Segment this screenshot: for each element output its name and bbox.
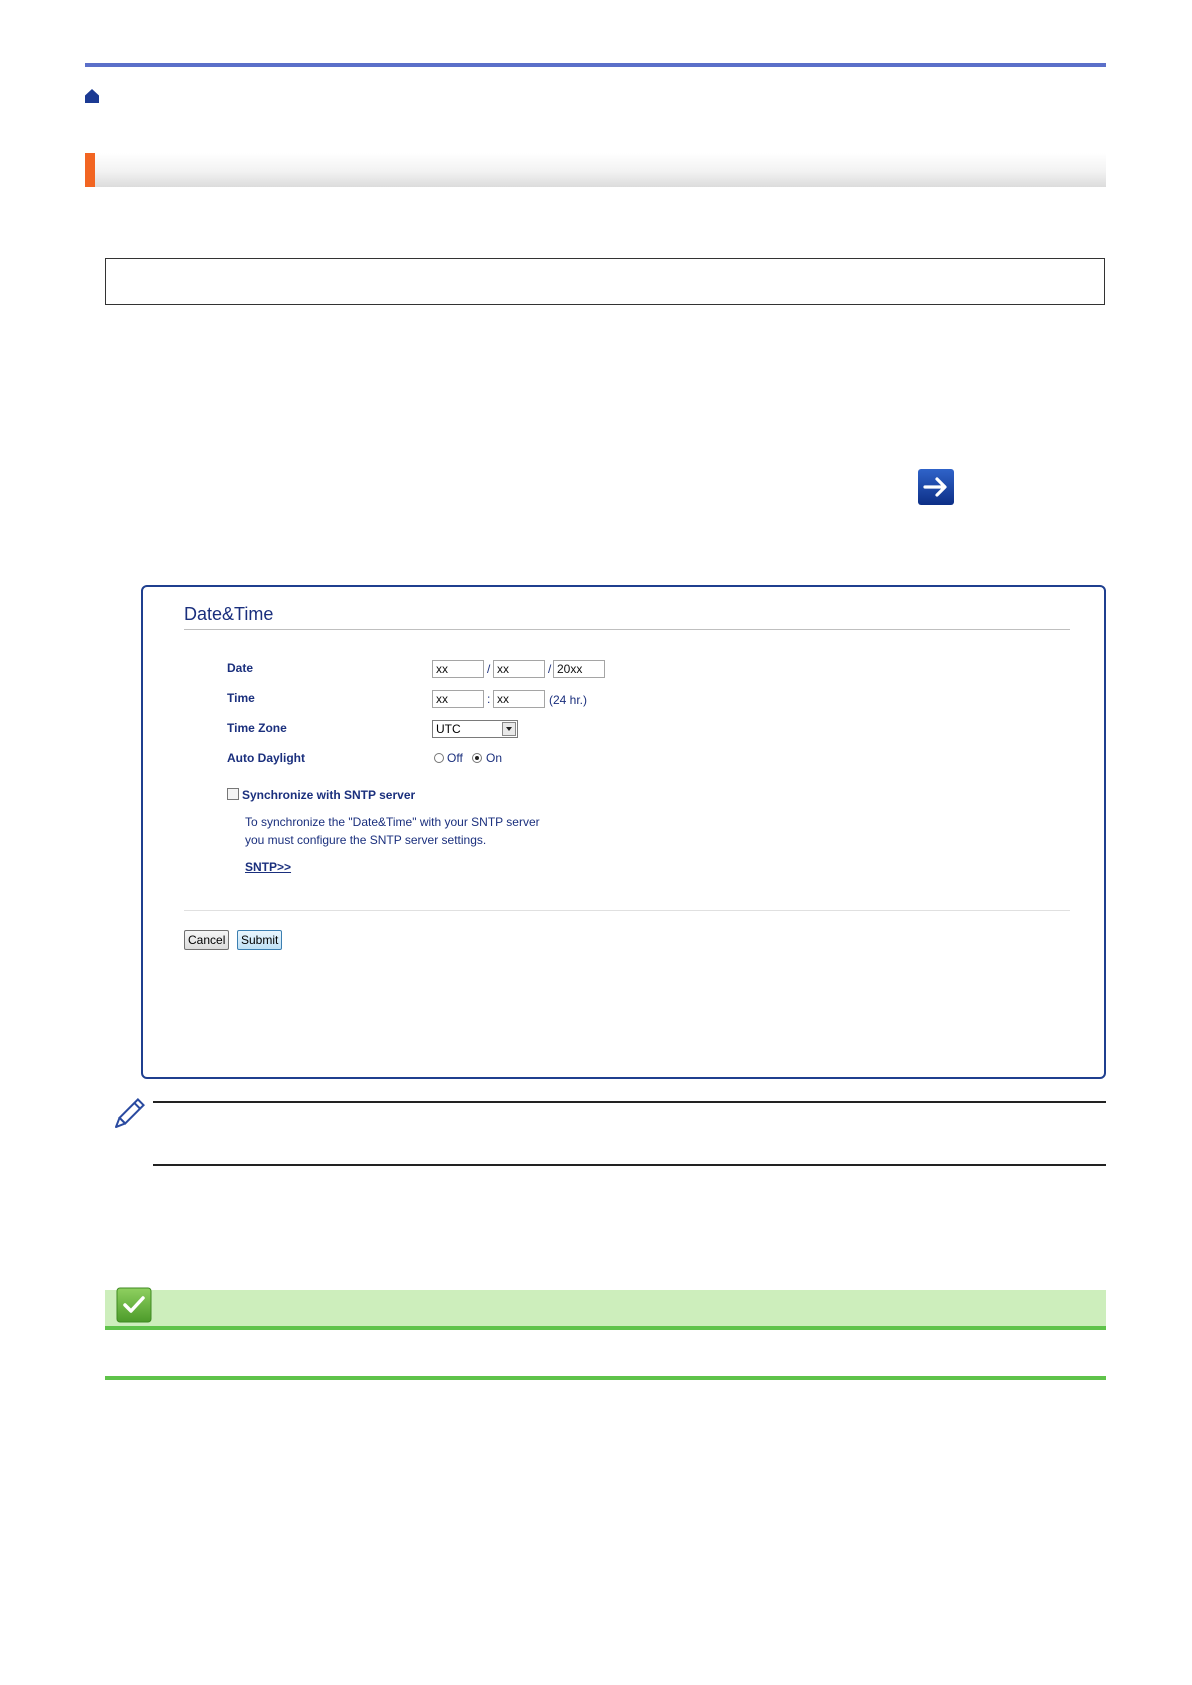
- auto-daylight-off-radio[interactable]: [434, 753, 444, 763]
- timezone-selected-value: UTC: [436, 722, 461, 736]
- date-year-input[interactable]: 20xx: [553, 660, 605, 678]
- related-information-bottom-rule: [105, 1376, 1106, 1380]
- note-top-rule: [153, 1101, 1106, 1103]
- auto-daylight-on-radio[interactable]: [472, 753, 482, 763]
- timezone-label: Time Zone: [227, 721, 287, 735]
- time-minute-input[interactable]: xx: [493, 690, 545, 708]
- sntp-help-line1: To synchronize the "Date&Time" with your SNTP server: [245, 815, 540, 829]
- related-information-rule: [105, 1326, 1106, 1330]
- date-separator: /: [487, 662, 491, 676]
- panel-title-divider: [184, 629, 1070, 630]
- checkmark-icon: [116, 1287, 152, 1323]
- time-separator: :: [487, 692, 491, 706]
- home-icon[interactable]: [84, 88, 100, 104]
- sntp-help-line2: you must configure the SNTP server settings.: [245, 833, 487, 847]
- boxed-note: [105, 258, 1105, 305]
- section-header-bar: [85, 153, 1106, 187]
- section-header-accent: [85, 153, 95, 187]
- related-information-bar: [105, 1290, 1106, 1326]
- sntp-settings-link[interactable]: SNTP>>: [245, 860, 292, 874]
- date-time-panel: [141, 585, 1106, 1079]
- pencil-icon: [108, 1095, 148, 1135]
- time-label: Time: [227, 691, 255, 705]
- submit-button[interactable]: Submit: [237, 930, 282, 950]
- chevron-down-icon[interactable]: [502, 722, 516, 736]
- time-hour-input[interactable]: xx: [432, 690, 484, 708]
- auto-daylight-label: Auto Daylight: [227, 751, 305, 765]
- panel-title: Date&Time: [184, 604, 274, 624]
- time-format-note: (24 hr.): [549, 693, 588, 707]
- date-day-input[interactable]: xx: [493, 660, 545, 678]
- panel-bottom-divider: [184, 910, 1070, 911]
- top-rule: [85, 63, 1106, 67]
- arrow-right-icon: [918, 469, 954, 505]
- auto-daylight-off-label: Off: [447, 751, 463, 765]
- sntp-sync-label: Synchronize with SNTP server: [242, 788, 416, 802]
- note-bottom-rule: [153, 1164, 1106, 1166]
- timezone-select[interactable]: [432, 720, 518, 738]
- auto-daylight-on-label: On: [486, 751, 503, 765]
- date-month-input[interactable]: xx: [432, 660, 484, 678]
- date-label: Date: [227, 661, 254, 675]
- sntp-sync-checkbox[interactable]: [227, 788, 239, 800]
- date-separator: /: [548, 662, 552, 676]
- cancel-button[interactable]: Cancel: [184, 930, 229, 950]
